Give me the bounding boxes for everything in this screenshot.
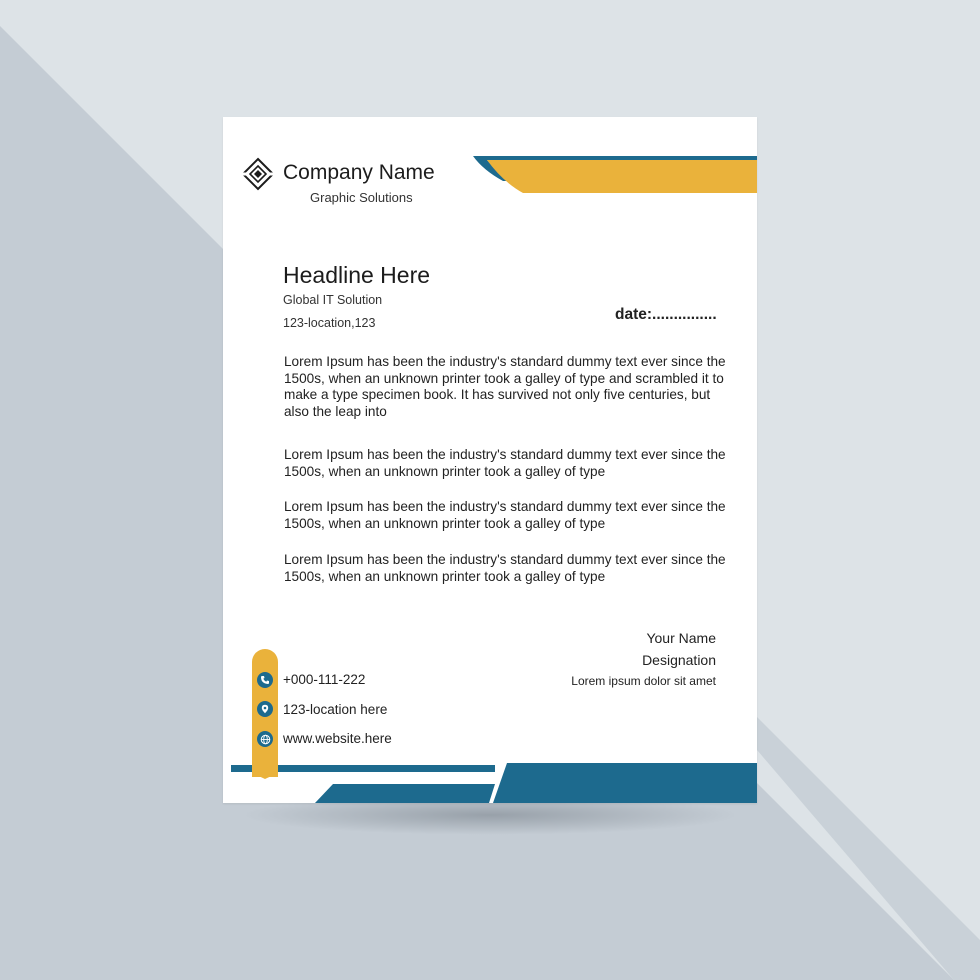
top-accent-band [473,156,757,194]
bottom-accent-band [223,757,757,803]
phone-icon [257,672,273,688]
signature-name: Your Name [646,630,716,646]
headline: Headline Here [283,262,431,288]
body-paragraph: Lorem Ipsum has been the industry's standard dummy text ever since the 1500s, when an unknown printer took a galley of type [284,447,726,479]
company-name: Company Name [283,161,435,184]
signature-note: Lorem ipsum dolor sit amet [571,674,716,688]
recipient-company: Global IT Solution [283,293,383,307]
body-paragraph: Lorem Ipsum has been the industry's standard dummy text ever since the 1500s, when an unknown printer took a galley of type [284,499,726,531]
contact-address: 123-location here [283,702,388,717]
contact-phone: +000-111-222 [283,672,366,687]
contact-website[interactable]: www.website.here [283,731,392,746]
contact-accent-bar-tip [252,773,278,779]
company-tagline: Graphic Solutions [310,190,413,205]
recipient-location: 123-location,123 [283,316,376,330]
letterhead-page [223,117,757,803]
signature-designation: Designation [642,652,716,668]
date-field: date:............... [615,306,717,323]
globe-icon [257,731,273,747]
diamond-logo-icon [241,157,275,191]
body-paragraph: Lorem Ipsum has been the industry's standard dummy text ever since the 1500s, when an unknown printer took a galley of type and scrambled it to make a type specimen book. It has survived not only five centuries, but also the leap into [284,354,726,419]
body-paragraph: Lorem Ipsum has been the industry's standard dummy text ever since the 1500s, when an unknown printer took a galley of type [284,552,726,584]
location-pin-icon [257,701,273,717]
